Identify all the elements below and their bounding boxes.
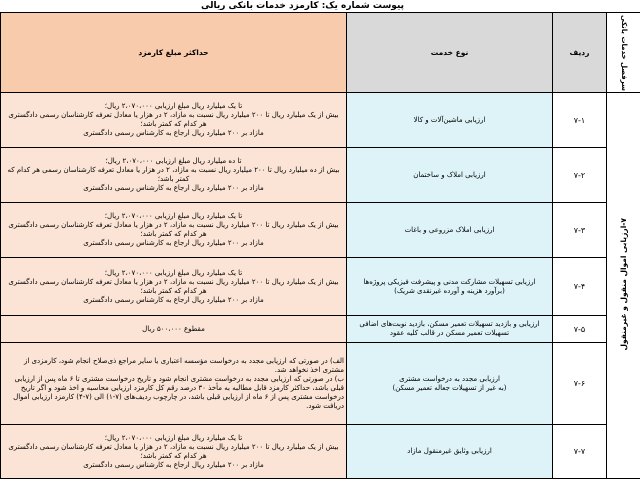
fee-line: کمتر باشد؛ — [157, 175, 190, 183]
row-number: ۷-۱ — [553, 93, 607, 148]
fee-cell — [1, 316, 347, 343]
header-row — [1, 13, 640, 93]
fee-line: بیش از یک میلیارد ریال تا ۲۰۰ میلیارد ریال نسبت به مازاد، ۲ در هزار یا معادل تعرفه کارشناسان رسمی دادگستری — [8, 221, 339, 229]
row-number: ۷-۵ — [553, 316, 607, 343]
table-row — [1, 203, 640, 258]
service-cell — [347, 425, 553, 479]
service-line: ارزیابی و بازدید تسهیلات تعمیر مسکن، بازدید نوبت‌های اضافی — [359, 320, 540, 328]
fee-line: قبلی باشد، حداکثر کارمزد قابل مطالبه به مأخذ ۳۰ درصد رقم کل کارمزد ارزیابی محاسبه و اخذ شود و اگر تاریخ — [20, 383, 344, 392]
service-line: ارزیابی مجدد به درخواست مشتری — [399, 374, 500, 383]
table-row — [1, 343, 640, 425]
fee-line: الف) در صورتی که ارزیابی مجدد به درخواست مؤسسه اعتباری یا سایر مراجع ذی‌صلاح انجام شود، کارمزدی از — [23, 356, 344, 365]
fee-table — [0, 12, 640, 479]
fee-cell — [1, 425, 347, 479]
service-line: ارزیابی املاک و ساختمان — [413, 170, 486, 179]
fee-line: بیش از یک میلیارد ریال تا ۲۰۰ میلیارد ریال نسبت به مازاد، ۲ در هزار یا معادل تعرفه کارشناسان رسمی دادگستری — [8, 277, 339, 286]
service-cell — [347, 316, 553, 343]
fee-line: مشتری اخذ نخواهد شد. — [274, 365, 344, 374]
section-label: ۷-ارزیابی اموال منقول و غیرمنقول — [619, 217, 628, 351]
table-row — [1, 258, 640, 316]
service-line: ارزیابی وثایق غیرمنقول مازاد — [407, 447, 492, 455]
fee-cell — [1, 93, 347, 148]
fee-cell — [1, 258, 347, 316]
fee-line: مازاد بر ۲۰۰ میلیارد ریال ارجاع به کارشناس رسمی دادگستری — [83, 184, 264, 192]
service-cell — [347, 93, 553, 148]
document-title: پیوست شماره یک: کارمزد خدمات بانکی ریالی — [201, 1, 404, 11]
service-cell — [347, 203, 553, 258]
service-line: ارزیابی املاک مزروعی و باغات — [404, 225, 495, 234]
fee-line: بیش از یک میلیارد ریال تا ۲۰۰ میلیارد ریال نسبت به مازاد، ۲ در هزار یا معادل تعرفه کارشناسان رسمی دادگستری — [8, 442, 339, 451]
header-row-number: ردیف — [553, 13, 607, 93]
service-line: تسهیلات تعمیر مسکن در قالب کلیه عقود — [389, 329, 510, 337]
service-line: ارزیابی تسهیلات مشارکت مدنی و پیشرفت فیزیکی پروژه‌ها — [363, 277, 536, 286]
fee-line: بیش از ده میلیارد ریال تا ۲۰۰ میلیارد ریال نسبت به مازاد، ۲ در هزار یا معادل تعرفه کارشناسان رسمی هر کدام که — [7, 166, 340, 174]
row-number: ۷-۶ — [553, 343, 607, 425]
row-number: ۷-۴ — [553, 258, 607, 316]
table-row — [1, 425, 640, 479]
fee-line: ب) در صورتی که ارزیابی مجدد به درخواست مشتری انجام شود و تاریخ درخواست مشتری تا ۶ ماه پس از ارزیابی — [14, 374, 344, 383]
service-cell — [347, 148, 553, 203]
service-cell — [347, 343, 553, 425]
fee-line: مازاد بر ۲۰۰ میلیارد ریال ارجاع به کارشناس رسمی دادگستری — [83, 295, 264, 304]
header-max-fee: حداکثر مبلغ کارمزد — [1, 13, 347, 93]
fee-cell — [1, 203, 347, 258]
fee-line: تا ده میلیارد ریال مبلغ ارزیابی ۲،۰۷۰،۰۰۰ ریال؛ — [105, 157, 242, 165]
table-row — [1, 316, 640, 343]
header-section: سرفصل خدمات بانکی — [607, 13, 640, 93]
fee-line: هر کدام که کمتر باشد؛ — [140, 286, 207, 295]
service-line: (برآورد هزینه و آورده غیرنقدی شریک) — [394, 286, 505, 295]
row-number: ۷-۲ — [553, 148, 607, 203]
header-service-type: نوع خدمت — [347, 13, 553, 93]
fee-line: هر کدام که کمتر باشد؛ — [140, 451, 207, 460]
table-row — [1, 148, 640, 203]
fee-cell — [1, 148, 347, 203]
fee-line: تا یک میلیارد ریال مبلغ ارزیابی ۲،۰۷۰،۰۰۰ ریال؛ — [104, 102, 243, 110]
row-number: ۷-۷ — [553, 425, 607, 479]
table-body — [1, 93, 640, 479]
section-cell — [607, 93, 640, 479]
fee-line: تا یک میلیارد ریال مبلغ ارزیابی ۲،۰۷۰،۰۰۰ ریال؛ — [104, 268, 243, 277]
service-line: (به غیر از تسهیلات جعاله تعمیر مسکن) — [392, 383, 507, 392]
fee-line: درخواست مشتری پس از ۶ ماه از ارزیابی قبلی باشد، در چارچوب ردیف‌های (۷-۱) الی (۷-۴) کارمزد ارزیابی اموال — [13, 392, 344, 401]
fee-line: دریافت شود. — [306, 401, 344, 410]
service-cell — [347, 258, 553, 316]
fee-line: مقطوع ۵۰۰،۰۰۰ ریال — [142, 324, 205, 333]
fee-cell — [1, 343, 347, 425]
fee-line: مازاد بر ۲۰۰ میلیارد ریال ارجاع به کارشناس رسمی دادگستری — [83, 129, 264, 137]
fee-line: تا یک میلیارد ریال مبلغ ارزیابی ۲،۰۷۰،۰۰۰ ریال؛ — [104, 212, 243, 220]
fee-line: مازاد بر ۲۰۰ میلیارد ریال ارجاع به کارشناس رسمی دادگستری — [83, 460, 264, 469]
fee-line: هر کدام که کمتر باشد؛ — [140, 230, 207, 238]
fee-line: مازاد بر ۲۰۰ میلیارد ریال ارجاع به کارشناس رسمی دادگستری — [83, 239, 264, 247]
row-number: ۷-۳ — [553, 203, 607, 258]
fee-line: بیش از یک میلیارد ریال تا ۲۰۰ میلیارد ریال نسبت به مازاد، ۲ در هزار یا معادل تعرفه کارشناسان رسمی دادگستری — [8, 111, 339, 119]
service-line: ارزیابی ماشین‌آلات و کالا — [413, 115, 486, 124]
fee-line: تا یک میلیارد ریال مبلغ ارزیابی ۲،۰۷۰،۰۰۰ ریال؛ — [104, 433, 243, 442]
fee-line: هر کدام که کمتر باشد؛ — [140, 120, 207, 128]
table-row — [1, 93, 640, 148]
